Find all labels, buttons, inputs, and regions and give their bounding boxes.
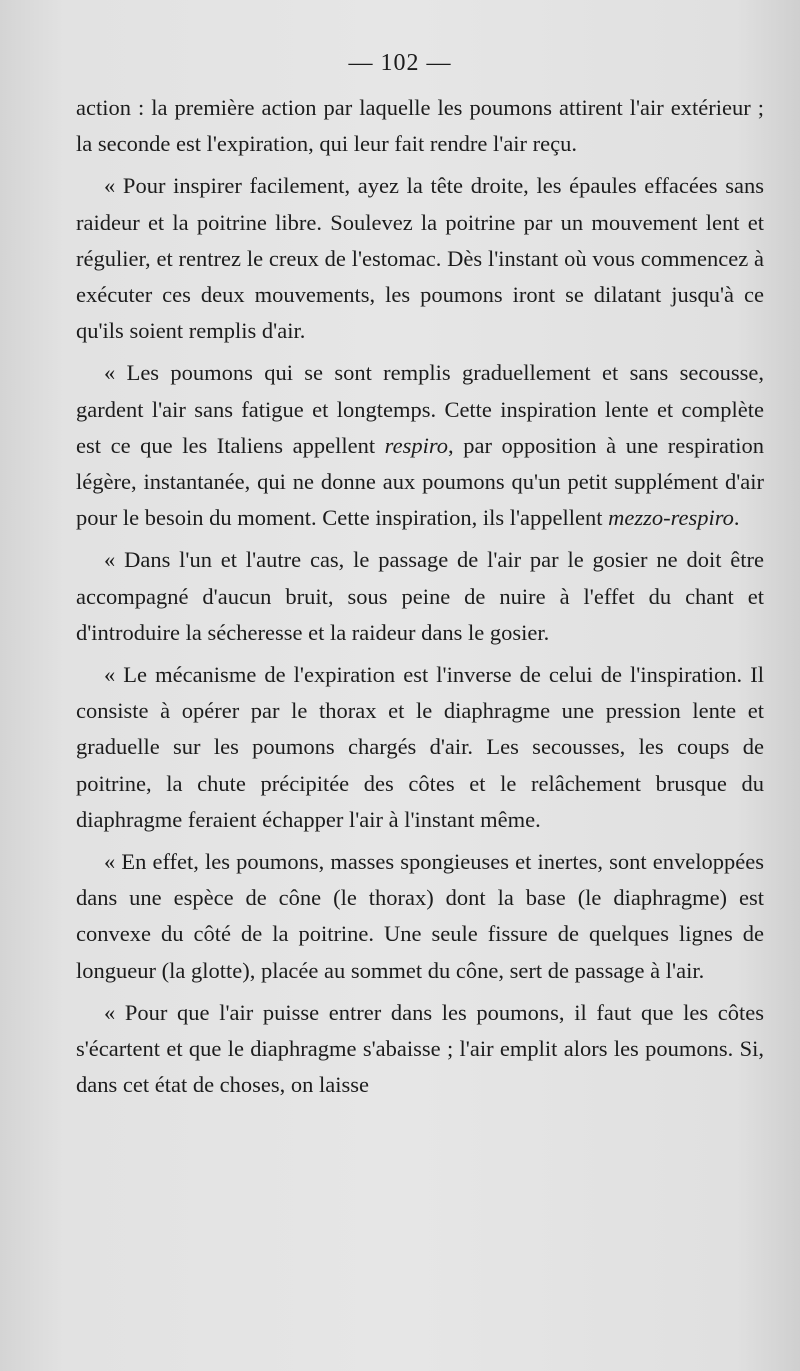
paragraph-3 [76, 355, 764, 536]
italic-mezzo-respiro: mezzo-respiro [608, 505, 734, 531]
paragraph-3-part-a: « Les poumons qui se sont remplis graduellement et sans secousse, gardent l'air sans fatigue et longtemps. Cette inspiration lente et complète est ce que les Italiens appellent [76, 360, 764, 458]
paragraph-3-part-c: . [733, 505, 740, 531]
italic-respiro: respiro [384, 432, 449, 458]
paragraph-4: « Dans l'un et l'autre cas, le passage de l'air par le gosier ne doit être accompagné d'aucun bruit, sous peine de nuire à l'effet du chant et d'introduire la sécheresse et la raideur dans le gosier. [76, 547, 764, 645]
paragraph-5: « Le mécanisme de l'expiration est l'inverse de celui de l'inspiration. Il consiste à opérer par le thorax et le diaphragme une pression lente et graduelle sur les poumons chargés d'air. Les secousses, les coups de poitrine, la chute précipitée des côtes et le relâchement brusque du diaphragme feraient échapper l'air à l'instant même. [76, 662, 764, 832]
paragraph-7: « Pour que l'air puisse entrer dans les poumons, il faut que les côtes s'écartent et que le diaphragme s'abaisse ; l'air emplit alors les poumons. Si, dans cet état de choses, on laisse [76, 999, 764, 1098]
page-number: — 102 — [348, 50, 452, 76]
body-text [76, 90, 764, 1103]
paragraph-2: « Pour inspirer facilement, ayez la tête droite, les épaules effacées sans raideur et la poitrine libre. Soulevez la poitrine par un mouvement lent et régulier, et rentrez le creux de l'estomac. Dès l'instant où vous commencez à exécuter ces deux mouvements, les poumons iront se dilatant jusqu'à ce qu'ils soient remplis d'air. [76, 173, 764, 344]
paragraph-3-part-b: , par opposition à une respiration légère, instantanée, qui ne donne aux poumons qu'un petit supplément d'air pour le besoin du moment. Cette inspiration, ils l'appellent [76, 432, 765, 531]
paragraph-6: « En effet, les poumons, masses spongieuses et inertes, sont enveloppées dans une espèce de cône (le thorax) dont la base (le diaphragme) est convexe du côté de la poitrine. Une seule fissure de quelques lignes de longueur (la glotte), placée au sommet du cône, sert de passage à l'air. [76, 849, 764, 983]
paragraph-1: action : la première action par laquelle les poumons attirent l'air extérieur ; la seconde est l'expiration, qui leur fait rendre l'air reçu. [76, 95, 764, 157]
